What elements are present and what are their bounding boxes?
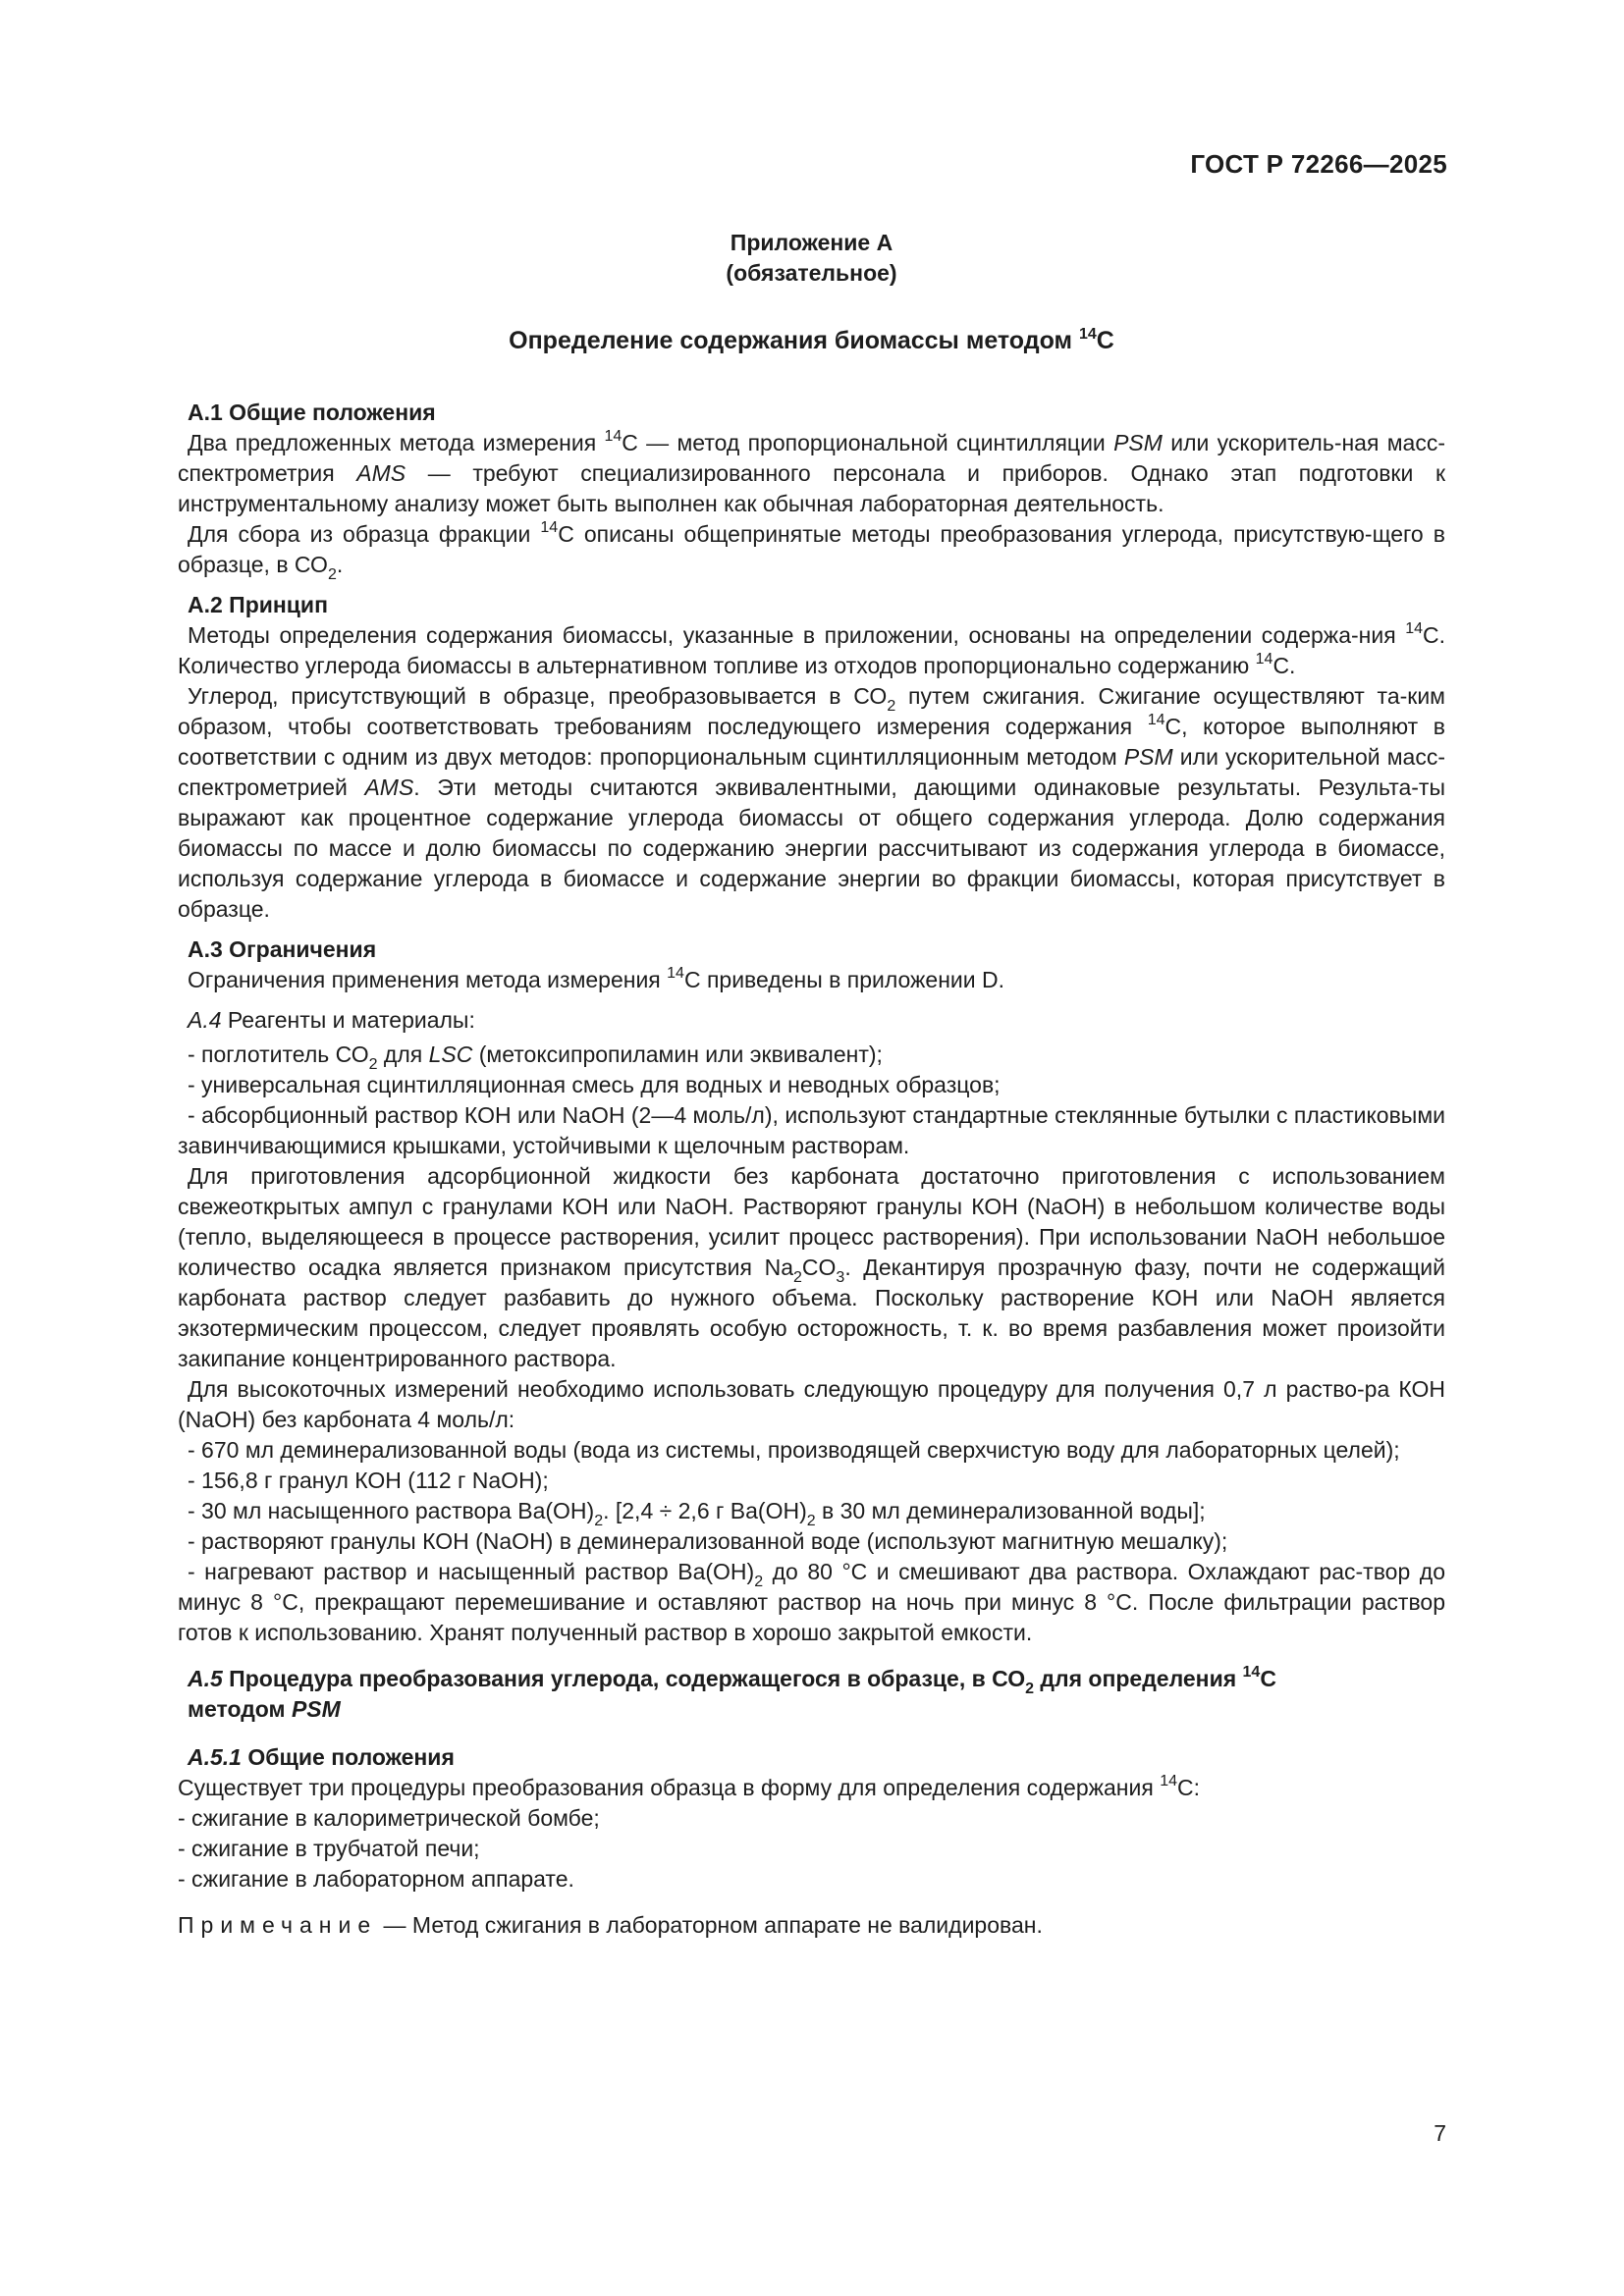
- annex-title: Приложение А: [730, 230, 893, 255]
- a51-paragraph-1: Существует три процедуры преобразования образца в форму для определения содержания $^{14}$С:: [178, 1773, 1200, 1800]
- a51-list-item-3: - сжигание в лабораторном аппарате.: [178, 1866, 574, 1892]
- a4-list-item-3: - абсорбционный раствор КОН или NaOH (2—4 моль/л), используют стандартные стеклянные бутылки с пластиковыми завинчивающимися крышками, устойчивыми к щелочным растворам.: [178, 1102, 1445, 1158]
- a4-list-item-7: - растворяют гранулы КОН (NaOH) в деминерализованной воде (используют магнитную мешалку);: [188, 1528, 1228, 1554]
- note: Примечание — Метод сжигания в лабораторном аппарате не валидирован.: [178, 1912, 1043, 1938]
- a4-list-item-1: - поглотитель $СО_2$ для LSC (метоксипропиламин или эквивалент);: [188, 1041, 883, 1073]
- annex-status: (обязательное): [726, 260, 897, 286]
- a4-list-item-4: - 670 мл деминерализованной воды (вода из системы, производящей сверхчистую воду для лабораторных целей);: [188, 1437, 1400, 1463]
- document-code: ГОСТ Р 72266—2025: [1190, 149, 1447, 179]
- a4-list-item-8: - нагревают раствор и насыщенный раствор $Ba(OH)_2$ до 80 °С и смешивают два раствора. Охлаждают рас-твор до минус 8 °С, прекращают перемешивание и оставляют раствор на ночь при минус 8 °С. После фильтрации раствор готов к использованию. Хранят полученный раствор в хорошо закрытой емкости.: [178, 1559, 1445, 1645]
- a4-list-item-6: - 30 мл насыщенного раствора $Ba(OH)_2$. [2,4 ÷ 2,6 г $Ba(OH)_2$ в 30 мл деминерализованной воды];: [188, 1498, 1206, 1529]
- annex-heading: Определение содержания биомассы методом $^{14}$С: [509, 326, 1114, 354]
- section-a1-title: А.1 Общие положения: [188, 400, 436, 425]
- a51-list-item-1: - сжигание в калориметрической бомбе;: [178, 1805, 600, 1831]
- a3-paragraph-1: Ограничения применения метода измерения $^{14}$С приведены в приложении D.: [188, 965, 1005, 992]
- section-a4-title: А.4 Реагенты и материалы:: [188, 1007, 475, 1033]
- section-a5-title: А.5 Процедура преобразования углерода, содержащегося в образце, в $СО_2$ для определения $^{14}$С методом PSM: [188, 1664, 1276, 1722]
- page-number: 7: [1434, 2120, 1446, 2146]
- section-a51-title: А.5.1 Общие положения: [188, 1744, 455, 1770]
- a4-paragraph-2: Для высокоточных измерений необходимо использовать следующую процедуру для получения 0,7 л раство-ра КОН (NaOH) без карбоната 4 моль/л:: [178, 1376, 1445, 1432]
- a4-list-item-5: - 156,8 г гранул КОН (112 г NaOH);: [188, 1468, 549, 1493]
- a4-paragraph-1: Для приготовления адсорбционной жидкости без карбоната достаточно приготовления с использованием свежеоткрытых ампул с гранулами КОН или NaOH. Растворяют гранулы КОН (NaOH) в небольшом количестве воды (тепло, выделяющееся в процессе растворения, усилит процесс растворения). При использовании NaOH небольшое количество осадка является признаком присутствия $Na_2CO_3$. Декантируя прозрачную фазу, почти не содержащий карбоната раствор следует разбавить до нужного объема. Поскольку растворение КОН или NaOH является экзотермическим процессом, следует проявлять особую осторожность, т. к. во время разбавления может произойти закипание концентрированного раствора.: [178, 1163, 1445, 1371]
- section-a2-title: А.2 Принцип: [188, 592, 328, 617]
- a4-list-item-2: - универсальная сцинтилляционная смесь для водных и неводных образцов;: [188, 1072, 1001, 1097]
- a2-paragraph-2: Углерод, присутствующий в образце, преобразовывается в $СО_2$ путем сжигания. Сжигание осуществляют та-ким образом, чтобы соответствовать требованиям последующего измерения содержания $^{14}$С, которое выполняют в соответствии с одним из двух методов: пропорциональным сцинтилляционным методом PSM или ускорительной масс-спектрометрией AMS. Эти методы считаются эквивалентными, дающими одинаковые результаты. Результа-ты выражают как процентное содержание углерода биомассы от общего содержания углерода. Долю содержания биомассы по массе и долю биомассы по содержанию энергии рассчитывают из содержания углерода в биомассе, используя содержание углерода в биомассе и содержание энергии во фракции биомассы, которая присутствует в образце.: [178, 683, 1445, 922]
- section-a3-title: А.3 Ограничения: [188, 936, 377, 962]
- a2-paragraph-1: Методы определения содержания биомассы, указанные в приложении, основаны на определении содержа-ния $^{14}$С. Количество углерода биомассы в альтернативном топливе из отходов пропорционально содержанию $^{14}$С.: [178, 620, 1445, 678]
- body: [178, 228, 1445, 1941]
- a1-paragraph-1: Два предложенных метода измерения $^{14}$С — метод пропорциональной сцинтилляции PSM или ускоритель-ная масс-спектрометрия AMS — требуют специализированного персонала и приборов. Однако этап подготовки к инструментальному анализу может быть выполнен как обычная лабораторная деятельность.: [178, 428, 1446, 516]
- a51-list-item-2: - сжигание в трубчатой печи;: [178, 1836, 480, 1861]
- a1-paragraph-2: Для сбора из образца фракции $^{14}$С описаны общепринятые методы преобразования углерода, присутствую-щего в образце, в $СО_2$.: [178, 519, 1445, 583]
